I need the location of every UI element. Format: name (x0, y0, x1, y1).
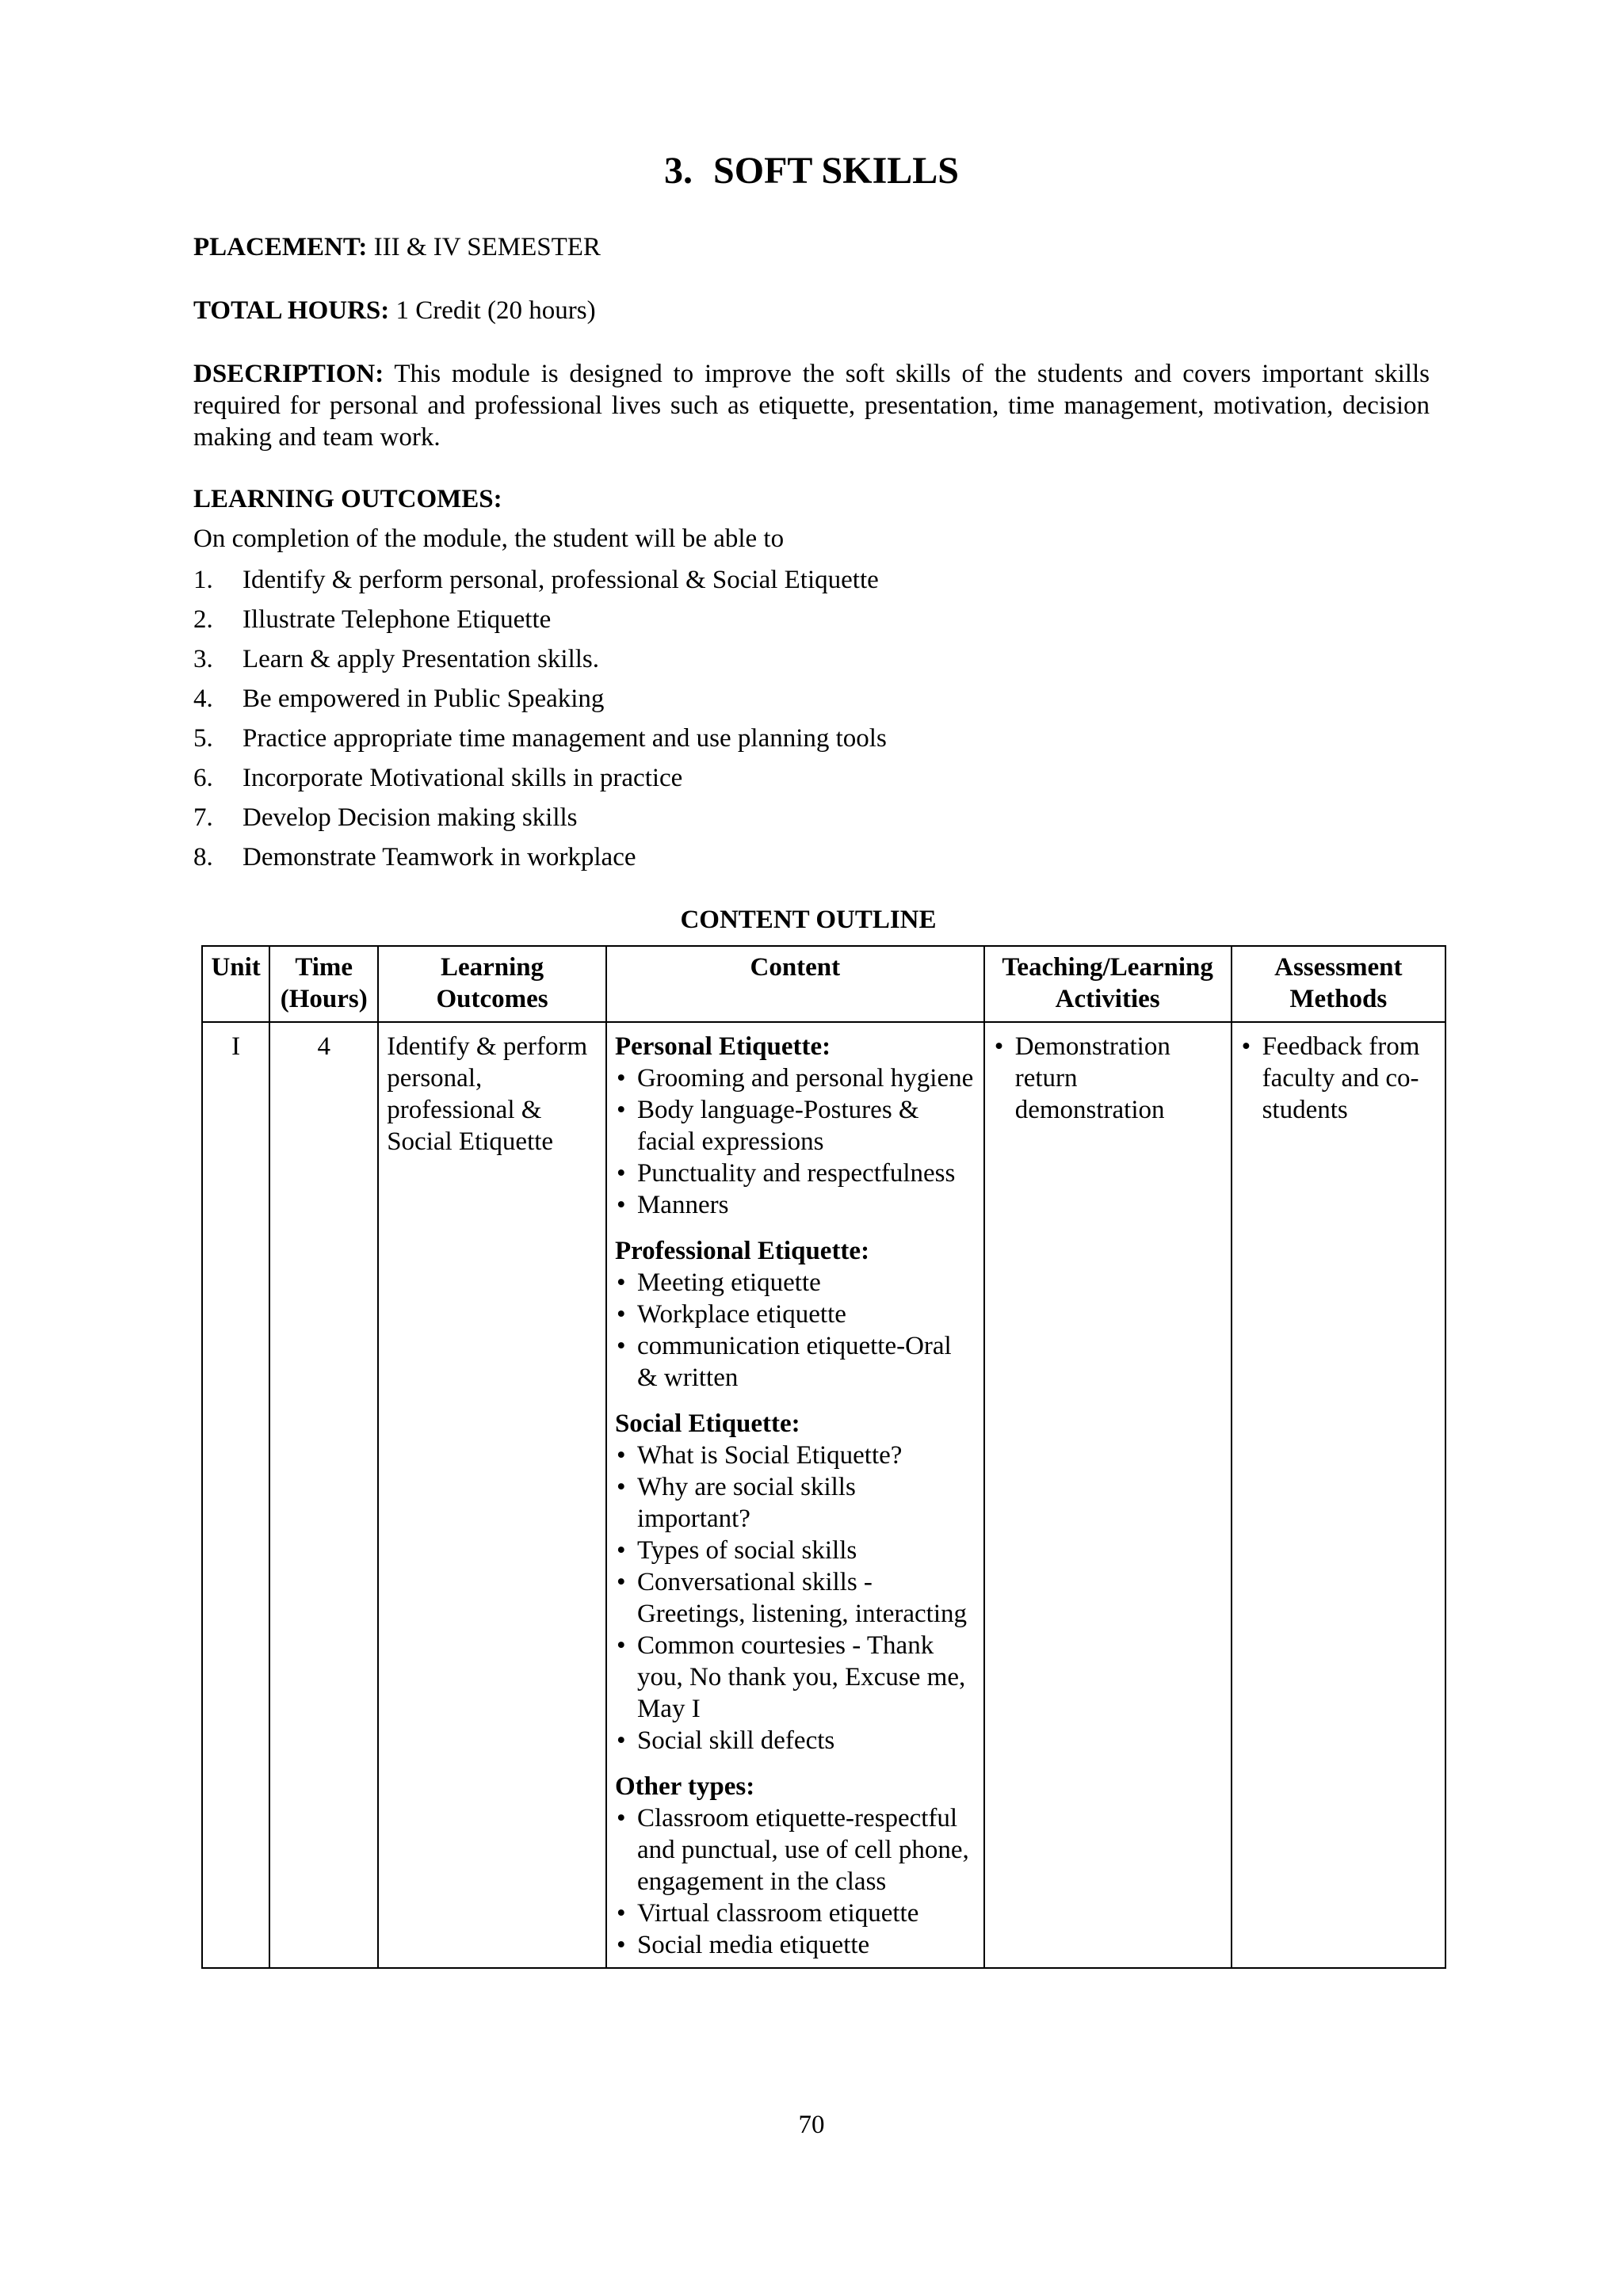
outcome-item: 7. Develop Decision making skills (193, 803, 578, 832)
list-item: • Types of social skills (615, 1535, 976, 1566)
cell-unit: I (202, 1022, 269, 1968)
col-header-content: Content (606, 946, 984, 1022)
activities-bullets (993, 1031, 1223, 1126)
list-item: • Manners (615, 1189, 976, 1221)
title-text: SOFT SKILLS (713, 150, 959, 192)
list-item: • Virtual classroom etiquette (615, 1897, 976, 1929)
placement-label: PLACEMENT: (193, 233, 368, 261)
total-hours-value: 1 Credit (20 hours) (395, 296, 596, 325)
section-title: Other types: (614, 1772, 755, 1801)
list-item: • Social media etiquette (615, 1929, 976, 1961)
col-header-assessment: Assessment Methods (1232, 946, 1445, 1022)
list-item: • Demonstration return demonstration (993, 1031, 1223, 1126)
section-bullets (615, 1440, 976, 1756)
title-number: 3. (664, 150, 693, 192)
learning-outcomes-list (193, 564, 887, 881)
section-title: Social Etiquette: (614, 1409, 800, 1438)
description-text: This module is designed to improve the soft skills of the students and covers important skills required for personal and professional lives such as etiquette, presentation, time management, motivation, decision making and team work. (193, 360, 1430, 452)
outcome-item: 5. Practice appropriate time management and use planning tools (193, 724, 887, 753)
list-item: • Workplace etiquette (615, 1299, 976, 1330)
list-item: • Conversational skills - Greetings, listening, interacting (615, 1566, 976, 1630)
content-outline-heading: CONTENT OUTLINE (680, 906, 937, 934)
page-title (0, 149, 1623, 193)
total-hours-line (193, 295, 1430, 326)
content-section (615, 1771, 976, 1961)
content-outline-table (201, 945, 1446, 1969)
table-row (202, 1022, 1445, 1968)
list-item: • communication etiquette-Oral & written (615, 1330, 976, 1394)
assessment-bullets (1240, 1031, 1437, 1126)
col-header-unit: Unit (202, 946, 269, 1022)
learning-outcomes-intro: On completion of the module, the student will be able to (193, 524, 785, 553)
total-hours-label: TOTAL HOURS: (193, 296, 390, 325)
col-header-learning-outcomes: Learning Outcomes (378, 946, 606, 1022)
list-item: • Classroom etiquette-respectful and punctual, use of cell phone, engagement in the class (615, 1802, 976, 1897)
list-item: • Meeting etiquette (615, 1267, 976, 1299)
placement-line (193, 231, 1430, 263)
section-bullets (615, 1267, 976, 1394)
page-number: 70 (798, 2111, 825, 2139)
outcome-item: 6. Incorporate Motivational skills in practice (193, 764, 683, 792)
list-item: • Common courtesies - Thank you, No thank you, Excuse me, May I (615, 1630, 976, 1725)
content-section (615, 1408, 976, 1756)
section-title: Personal Etiquette: (614, 1032, 831, 1061)
section-bullets (615, 1062, 976, 1221)
outcome-item: 2. Illustrate Telephone Etiquette (193, 605, 552, 634)
outcome-item: 4. Be empowered in Public Speaking (193, 685, 605, 713)
outcome-item: 8. Demonstrate Teamwork in workplace (193, 843, 636, 871)
list-item: • Social skill defects (615, 1725, 976, 1756)
table-header-row (202, 946, 1445, 1022)
list-item: • What is Social Etiquette? (615, 1440, 976, 1471)
learning-outcomes-heading: LEARNING OUTCOMES: (193, 485, 502, 513)
outcome-item: 1. Identify & perform personal, professional & Social Etiquette (193, 566, 879, 594)
list-item: • Body language-Postures & facial expressions (615, 1094, 976, 1158)
section-title: Professional Etiquette: (614, 1237, 870, 1265)
list-item: • Why are social skills important? (615, 1471, 976, 1535)
cell-learning-outcome: Identify & perform personal, professional & Social Etiquette (378, 1022, 606, 1968)
cell-activities (984, 1022, 1232, 1968)
list-item: • Feedback from faculty and co-students (1240, 1031, 1437, 1126)
section-bullets (615, 1802, 976, 1961)
cell-time: 4 (269, 1022, 378, 1968)
col-header-time: Time (Hours) (269, 946, 378, 1022)
description-paragraph (193, 358, 1430, 453)
cell-assessment (1232, 1022, 1445, 1968)
placement-value: III & IV SEMESTER (373, 233, 601, 261)
outcome-item: 3. Learn & apply Presentation skills. (193, 645, 599, 673)
content-section (615, 1235, 976, 1394)
list-item: • Grooming and personal hygiene (615, 1062, 976, 1094)
cell-content (606, 1022, 984, 1968)
content-section (615, 1031, 976, 1221)
description-label: DSECRIPTION: (193, 360, 384, 388)
list-item: • Punctuality and respectfulness (615, 1158, 976, 1189)
col-header-activities: Teaching/Learning Activities (984, 946, 1232, 1022)
